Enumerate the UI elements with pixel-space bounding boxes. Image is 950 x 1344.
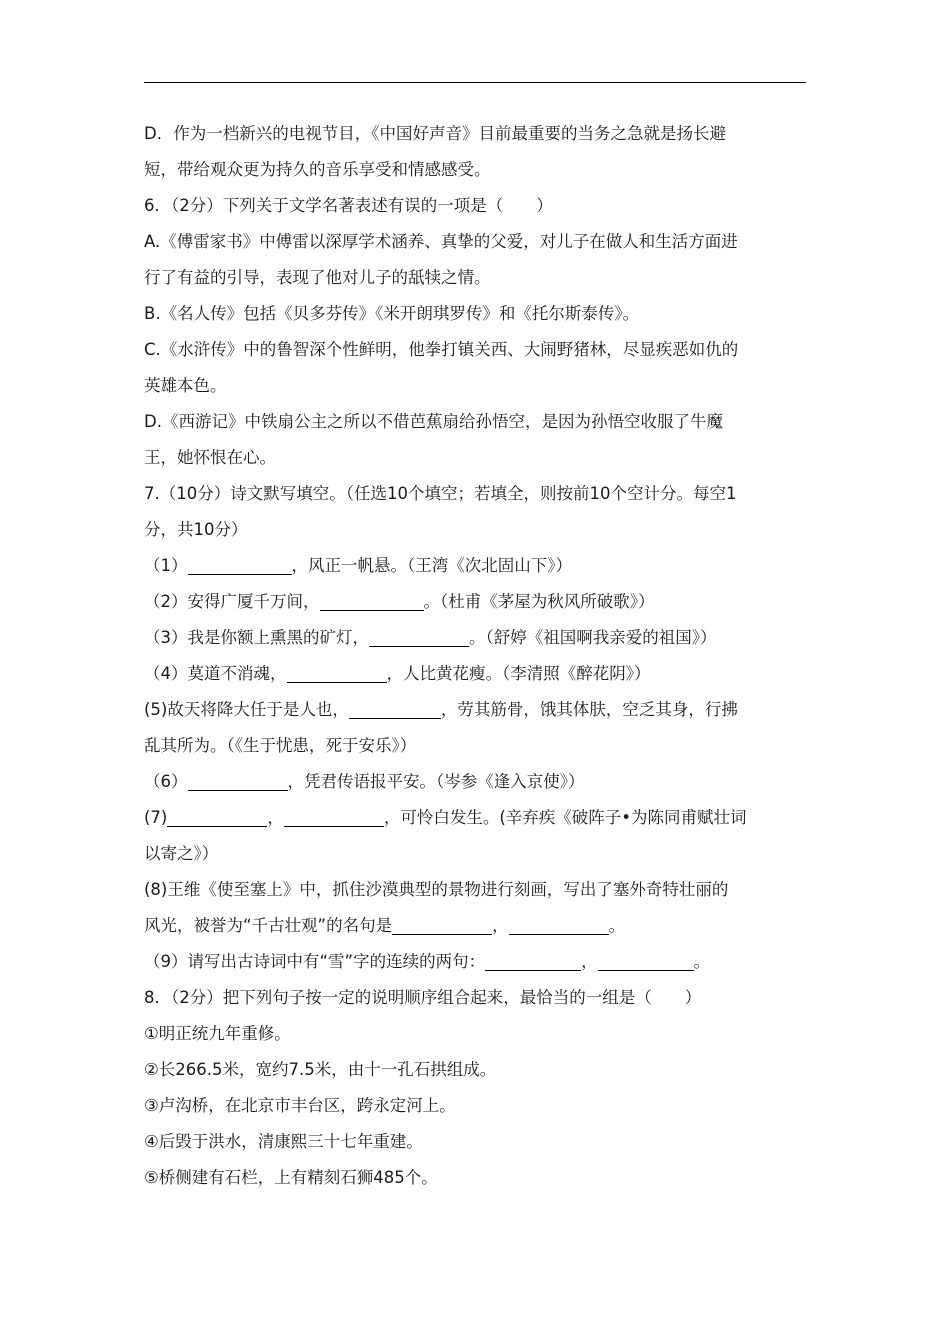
fill-blank[interactable] [167, 806, 267, 827]
fill-blank[interactable] [320, 590, 424, 611]
fill-blank[interactable] [349, 698, 441, 719]
q7-item-4: （4）莫道不消魂， ，人比黄花瘦。（李清照《醉花阴》） [144, 664, 651, 683]
fill-blank[interactable] [284, 806, 384, 827]
option-d: D.《西游记》中铁扇公主之所以不借芭蕉扇给孙悟空，是因为孙悟空收服了牛魔 [144, 412, 723, 431]
q7-item-3: （3）我是你额上熏黑的矿灯， 。（舒婷《祖国啊我亲爱的祖国》） [144, 628, 717, 647]
header-rule [144, 82, 806, 83]
fill-blank[interactable] [509, 914, 609, 935]
q8-sentence-4: ④后毁于洪水，清康熙三十七年重建。 [144, 1132, 423, 1151]
option-a: A.《傅雷家书》中傅雷以深厚学术涵养、真挚的父爱，对儿子在做人和生活方面进 [144, 232, 738, 251]
text-line: 行了有益的引导，表现了他对儿子的舐犊之情。 [144, 268, 491, 287]
q7-item-6: （6） ，凭君传语报平安。（岑参《逢入京使》） [144, 772, 585, 791]
text-line: 乱其所为。（《生于忧患，死于安乐》） [144, 736, 417, 755]
fill-blank[interactable] [188, 554, 292, 575]
q7-item-1: （1） ，风正一帆悬。（王湾《次北固山下》） [144, 556, 572, 575]
question-7-stem: 7.（10分）诗文默写填空。（任选10个填空；若填全，则按前10个空计分。每空1 [144, 484, 737, 503]
text-line: 短，带给观众更为持久的音乐享受和情感感受。 [144, 160, 491, 179]
fill-blank[interactable] [598, 950, 694, 971]
option-c: C.《水浒传》中的鲁智深个性鲜明，他拳打镇关西、大闹野猪林，尽显疾恶如仇的 [144, 340, 739, 359]
q7-item-9: （9）请写出古诗词中有“雪”字的连续的两句： ， 。 [144, 952, 711, 971]
fill-blank[interactable] [485, 950, 581, 971]
question-6-stem: 6．（2分）下列关于文学名著表述有误的一项是（ ） [144, 196, 553, 215]
text-line: 以寄之》） [144, 844, 219, 863]
text-line: 英雄本色。 [144, 376, 227, 395]
document-body [144, 116, 808, 1196]
option-b: B.《名人传》包括《贝多芬传》《米开朗琪罗传》和《托尔斯泰传》。 [144, 304, 640, 323]
q8-sentence-3: ③卢沟桥，在北京市丰台区，跨永定河上。 [144, 1096, 456, 1115]
q8-sentence-5: ⑤桥侧建有石栏，上有精刻石狮485个。 [144, 1168, 438, 1187]
q7-item-7: (7) ， ，可怜白发生。(辛弃疾《破阵子•为陈同甫赋壮词 [144, 808, 747, 827]
q8-sentence-2: ②长266.5米，宽约7.5米，由十一孔石拱组成。 [144, 1060, 497, 1079]
q7-item-8-cont: 风光，被誉为“千古壮观”的名句是 ， 。 [144, 916, 626, 935]
fill-blank[interactable] [392, 914, 492, 935]
fill-blank[interactable] [188, 770, 288, 791]
text-line: 王，她怀恨在心。 [144, 448, 276, 467]
q7-item-2: （2）安得广厦千万间， 。（杜甫《茅屋为秋风所破歌》） [144, 592, 655, 611]
q7-item-5: (5)故天将降大任于是人也， ，劳其筋骨，饿其体肤，空乏其身，行拂 [144, 700, 738, 719]
fill-blank[interactable] [287, 662, 387, 683]
text-line: D．作为一档新兴的电视节目，《中国好声音》目前最重要的当务之急就是扬长避 [144, 124, 726, 143]
text-line: 分，共10分） [144, 520, 248, 539]
q8-sentence-1: ①明正统九年重修。 [144, 1024, 291, 1043]
fill-blank[interactable] [369, 626, 469, 647]
question-8-stem: 8．（2分）把下列句子按一定的说明顺序组合起来，最恰当的一组是（ ） [144, 988, 702, 1007]
q7-item-8: (8)王维《使至塞上》中，抓住沙漠典型的景物进行刻画，写出了塞外奇特壮丽的 [144, 880, 729, 899]
